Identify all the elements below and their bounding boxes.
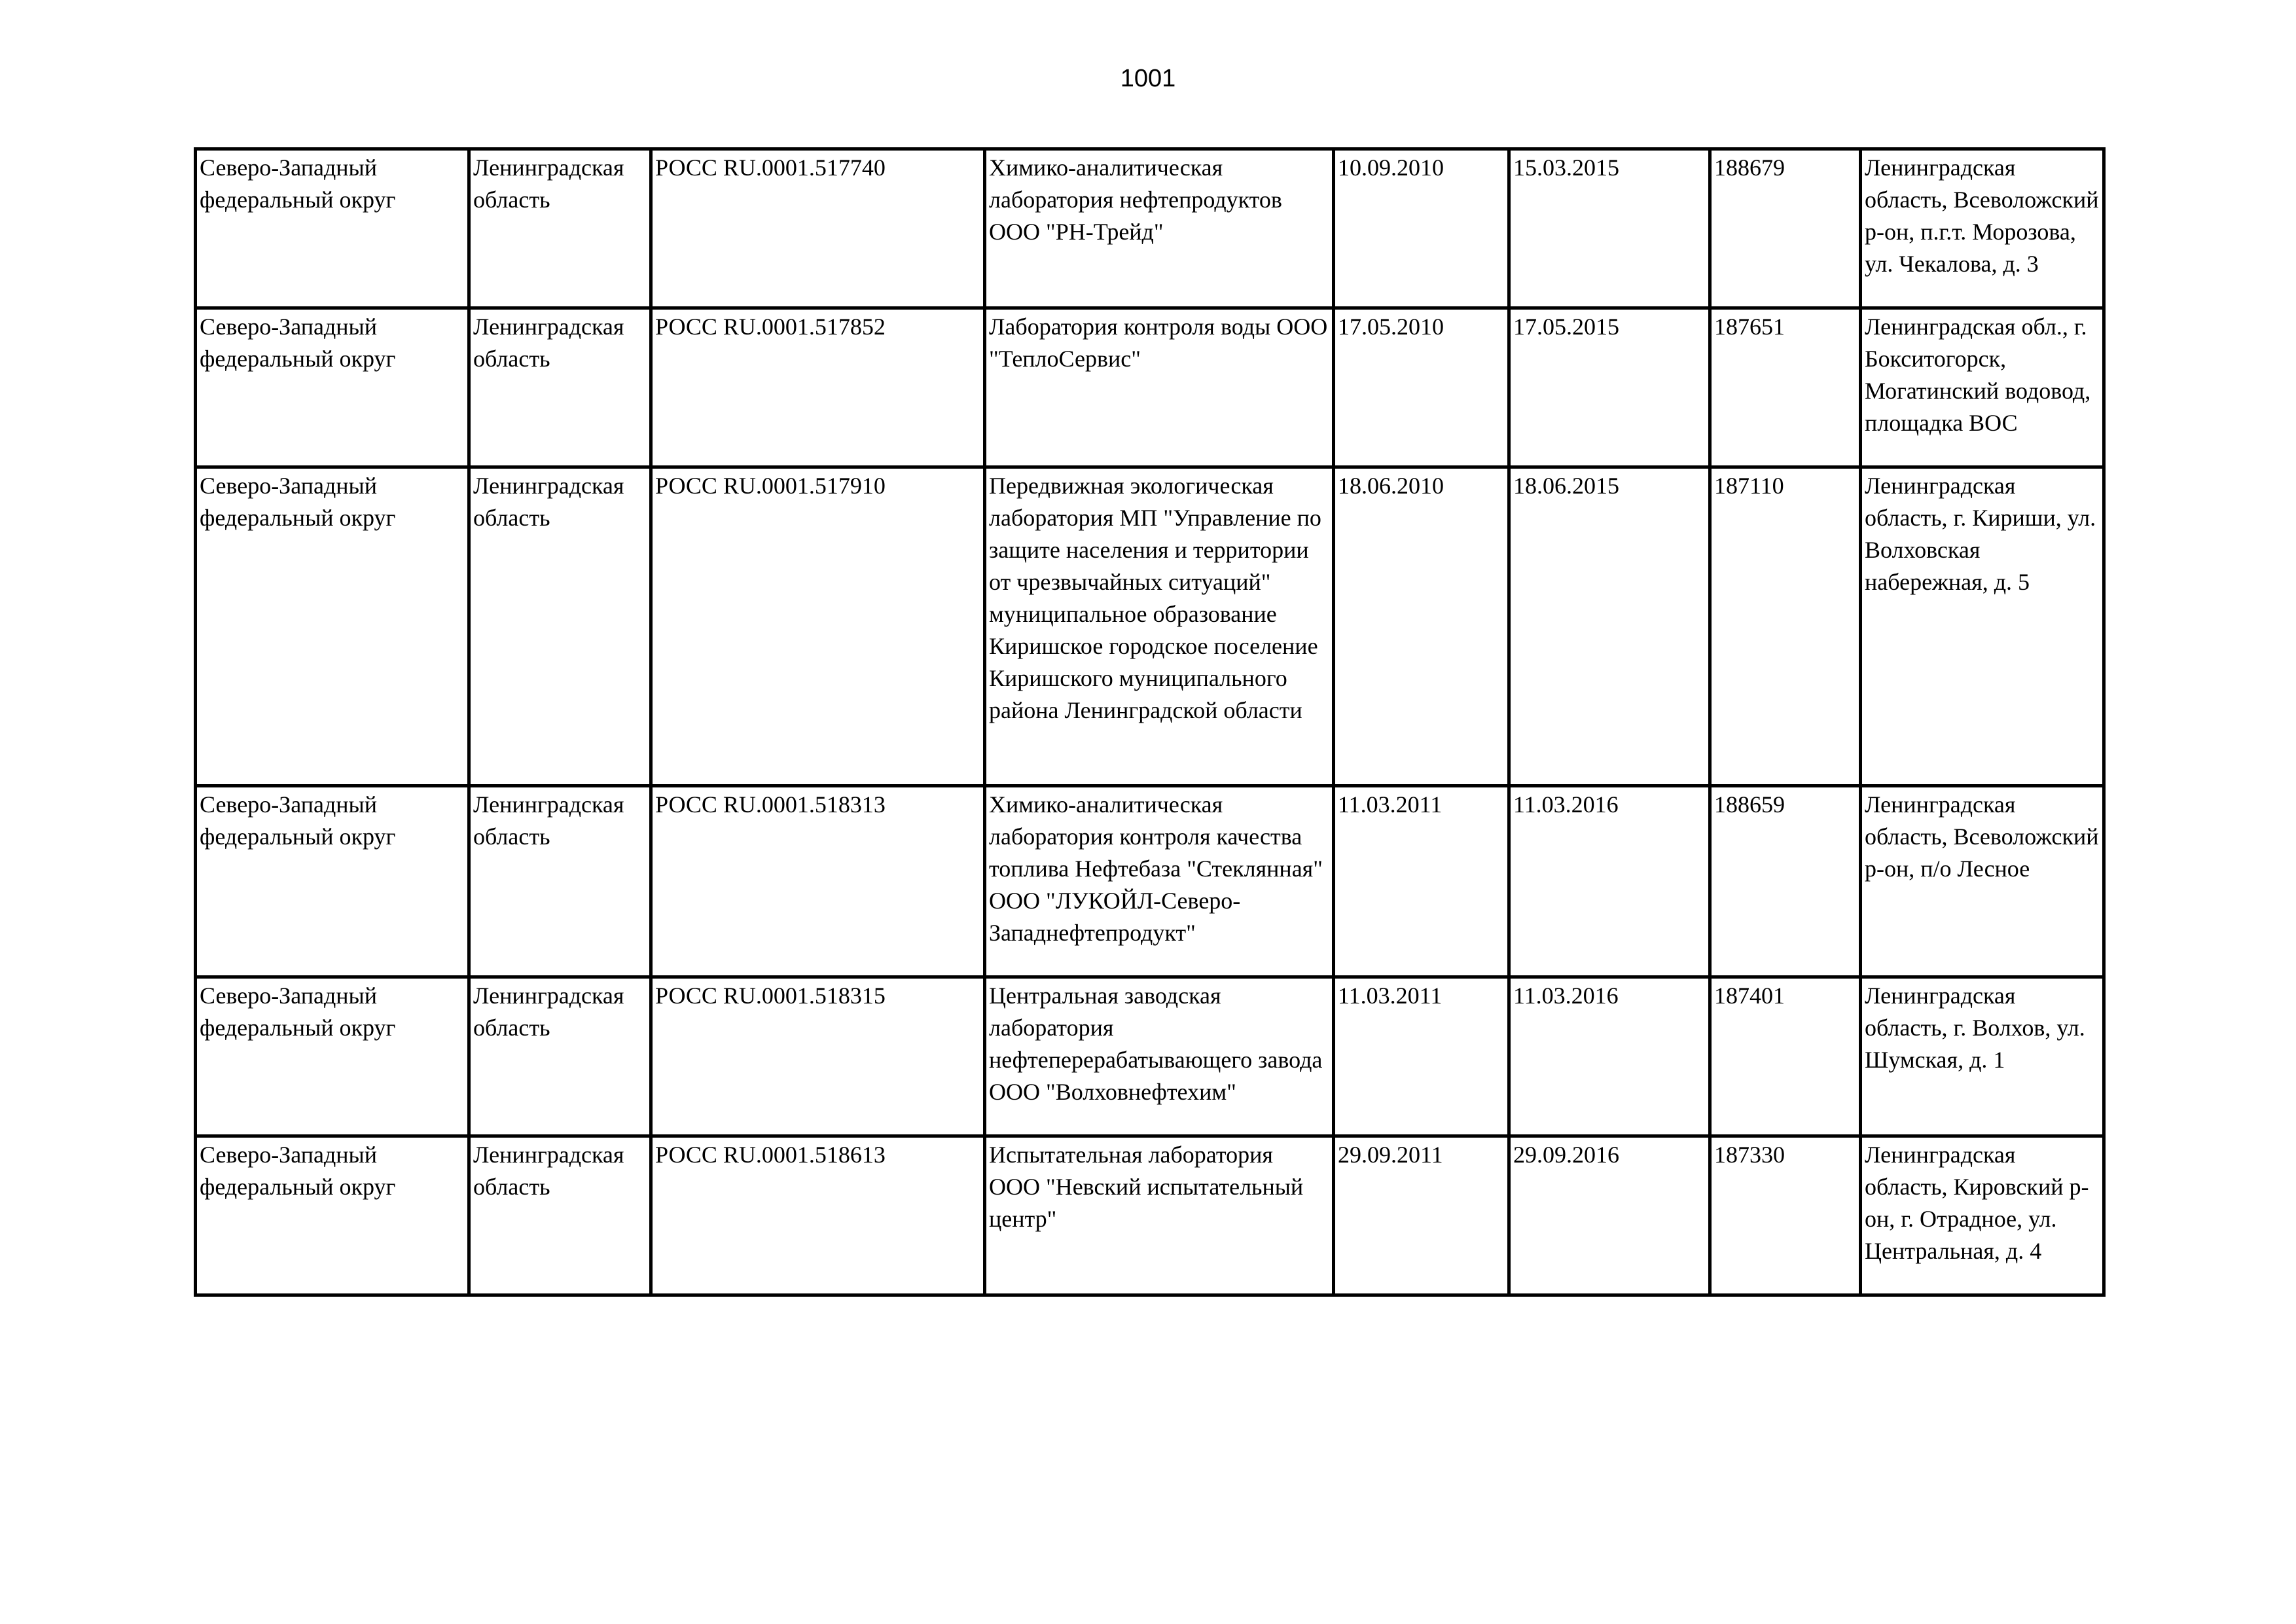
issue-date-cell: 18.06.2010	[1334, 467, 1509, 786]
postal-code-cell: 188679	[1710, 149, 1861, 308]
region-cell: Ленинградская область	[469, 308, 651, 467]
expiry-date-cell: 17.05.2015	[1509, 308, 1710, 467]
region-cell: Ленинградская область	[469, 977, 651, 1136]
region-cell: Ленинградская область	[469, 1136, 651, 1295]
laboratory-cell: Испытательная лаборатория ООО "Невский испытательный центр"	[985, 1136, 1334, 1295]
table-row	[196, 149, 2104, 308]
laboratory-cell: Центральная заводская лаборатория нефтеперерабатывающего завода ООО "Волховнефтехим"	[985, 977, 1334, 1136]
issue-date-cell: 11.03.2011	[1334, 977, 1509, 1136]
district-cell: Северо-Западный федеральный округ	[196, 977, 469, 1136]
address-cell: Ленинградская область, г. Волхов, ул. Шумская, д. 1	[1861, 977, 2104, 1136]
expiry-date-cell: 18.06.2015	[1509, 467, 1710, 786]
district-cell: Северо-Западный федеральный округ	[196, 308, 469, 467]
table-row	[196, 308, 2104, 467]
laboratory-cell: Химико-аналитическая лаборатория нефтепродуктов ООО "РН-Трейд"	[985, 149, 1334, 308]
laboratory-cell: Химико-аналитическая лаборатория контроля качества топлива Нефтебаза "Стеклянная" ООО "ЛУКОЙЛ-Северо-Западнефтепродукт"	[985, 786, 1334, 977]
postal-code-cell: 188659	[1710, 786, 1861, 977]
postal-code-cell: 187330	[1710, 1136, 1861, 1295]
issue-date-cell: 10.09.2010	[1334, 149, 1509, 308]
expiry-date-cell: 11.03.2016	[1509, 977, 1710, 1136]
address-cell: Ленинградская область, Всеволожский р-он, п/о Лесное	[1861, 786, 2104, 977]
district-cell: Северо-Западный федеральный округ	[196, 467, 469, 786]
region-cell: Ленинградская область	[469, 786, 651, 977]
page-number: 1001	[1120, 65, 1176, 92]
table-row	[196, 1136, 2104, 1295]
table-row	[196, 467, 2104, 786]
laboratory-cell: Лаборатория контроля воды ООО "ТеплоСервис"	[985, 308, 1334, 467]
address-cell: Ленинградская область, Кировский р-он, г. Отрадное, ул. Центральная, д. 4	[1861, 1136, 2104, 1295]
certificate-cell: РОСС RU.0001.517740	[651, 149, 985, 308]
district-cell: Северо-Западный федеральный округ	[196, 149, 469, 308]
postal-code-cell: 187401	[1710, 977, 1861, 1136]
laboratory-registry-table	[194, 147, 2106, 1297]
postal-code-cell: 187110	[1710, 467, 1861, 786]
certificate-cell: РОСС RU.0001.518313	[651, 786, 985, 977]
address-cell: Ленинградская обл., г. Бокситогорск, Могатинский водовод, площадка ВОС	[1861, 308, 2104, 467]
certificate-cell: РОСС RU.0001.517910	[651, 467, 985, 786]
district-cell: Северо-Западный федеральный округ	[196, 1136, 469, 1295]
expiry-date-cell: 15.03.2015	[1509, 149, 1710, 308]
certificate-cell: РОСС RU.0001.518613	[651, 1136, 985, 1295]
expiry-date-cell: 11.03.2016	[1509, 786, 1710, 977]
laboratory-cell: Передвижная экологическая лаборатория МП "Управление по защите населения и территории от чрезвычайных ситуаций" муниципальное образование Киришское городское поселение Киришского муниципального района Ленинградской области	[985, 467, 1334, 786]
address-cell: Ленинградская область, г. Кириши, ул. Волховская набережная, д. 5	[1861, 467, 2104, 786]
postal-code-cell: 187651	[1710, 308, 1861, 467]
certificate-cell: РОСС RU.0001.518315	[651, 977, 985, 1136]
issue-date-cell: 29.09.2011	[1334, 1136, 1509, 1295]
region-cell: Ленинградская область	[469, 149, 651, 308]
region-cell: Ленинградская область	[469, 467, 651, 786]
table-row	[196, 786, 2104, 977]
issue-date-cell: 17.05.2010	[1334, 308, 1509, 467]
expiry-date-cell: 29.09.2016	[1509, 1136, 1710, 1295]
address-cell: Ленинградская область, Всеволожский р-он, п.г.т. Морозова, ул. Чекалова, д. 3	[1861, 149, 2104, 308]
certificate-cell: РОСС RU.0001.517852	[651, 308, 985, 467]
table-row	[196, 977, 2104, 1136]
district-cell: Северо-Западный федеральный округ	[196, 786, 469, 977]
issue-date-cell: 11.03.2011	[1334, 786, 1509, 977]
